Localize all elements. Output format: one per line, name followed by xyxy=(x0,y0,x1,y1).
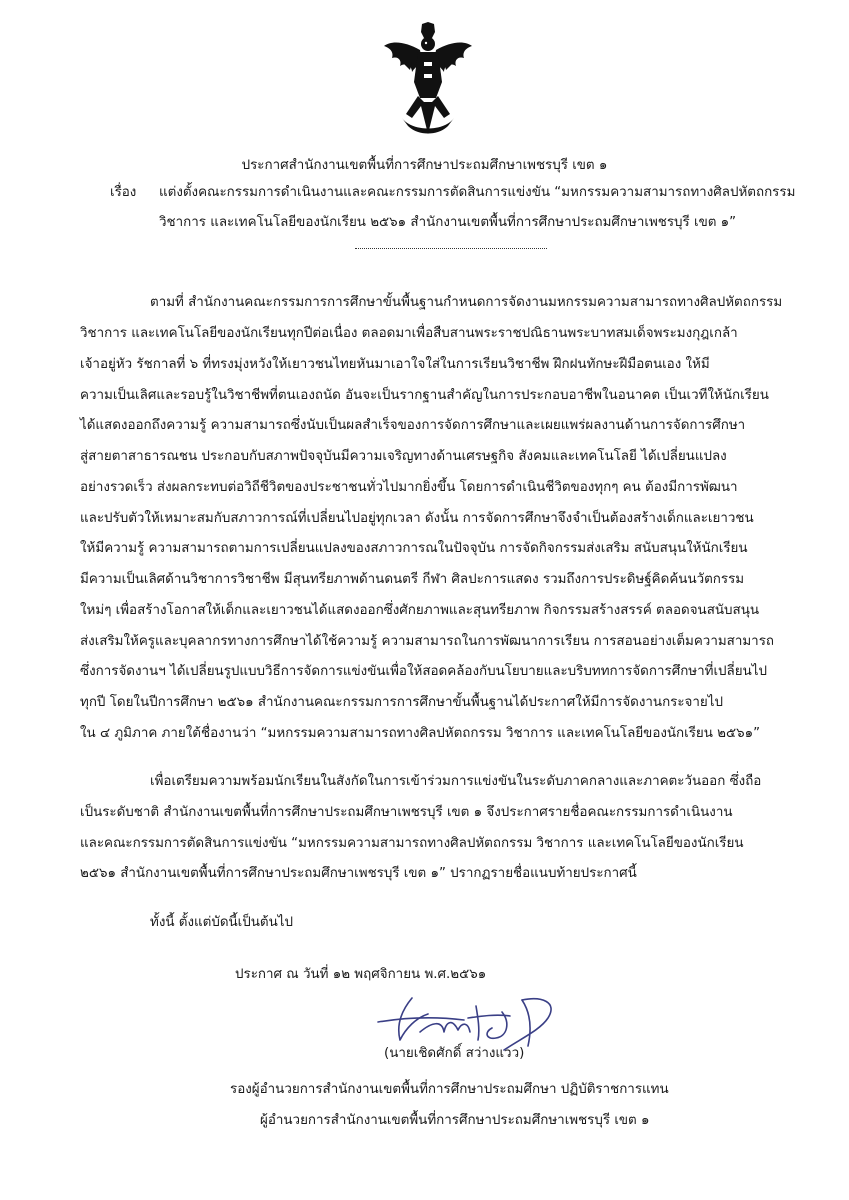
paragraph1-line: ความเป็นเลิศและรอบรู้ในวิชาชีพที่ตนเองถนัด อันจะเป็นรากฐานสำคัญในการประกอบอาชีพในอนาคต เป็นเวทีให้นักเรียน xyxy=(80,388,769,403)
signer-name: (นายเชิดศักดิ์ สว่างแวว) xyxy=(384,1046,525,1061)
effective-statement: ทั้งนี้ ตั้งแต่บัดนี้เป็นต้นไป xyxy=(150,915,294,930)
paragraph1-line: เจ้าอยู่หัว รัชกาลที่ ๖ ที่ทรงมุ่งหวังให้เยาวชนไทยหันมาเอาใจใส่ในการเรียนวิชาชีพ ฝึกฝนทักษะฝีมือตนเอง ให้มี xyxy=(80,357,710,372)
paragraph2-line: เพื่อเตรียมความพร้อมนักเรียนในสังกัดในการเข้าร่วมการแข่งขันในระดับภาคกลางและภาคตะวันออก ซึ่งถือ xyxy=(150,774,762,789)
signer-position-line-2: ผู้อำนวยการสำนักงานเขตพื้นที่การศึกษาประถมศึกษาเพชรบุรี เขต ๑ xyxy=(260,1113,650,1128)
paragraph1-line: ส่งเสริมให้ครูและบุคลากรทางการศึกษาได้ใช้ความรู้ ความสามารถในการพัฒนาการเรียน การสอนอย่างเต็มความสามารถ xyxy=(80,634,774,649)
paragraph1-line: และปรับตัวให้เหมาะสมกับสภาวการณ์ที่เปลี่ยนไปอยู่ทุกเวลา ดังนั้น การจัดการศึกษาจึงจำเป็นต้องสร้างเด็กและเยาวชน xyxy=(80,511,754,526)
paragraph1-line: ให้มีความรู้ ความสามารถตามการเปลี่ยนแปลงของสภาวการณในปัจจุบัน การจัดกิจกรรมส่งเสริม สนับสนุนให้นักเรียน xyxy=(80,541,748,556)
paragraph2-line: ๒๕๖๑ สำนักงานเขตพื้นที่การศึกษาประถมศึกษาเพชรบุรี เขต ๑” ปรากฏรายชื่อแนบท้ายประกาศนี้ xyxy=(80,866,637,881)
signer-position-line-1: รองผู้อำนวยการสำนักงานเขตพื้นที่การศึกษาประถมศึกษา ปฏิบัติราชการแทน xyxy=(230,1082,669,1097)
subject-label: เรื่อง xyxy=(110,185,137,200)
subject-line-1: แต่งตั้งคณะกรรมการดำเนินงานและคณะกรรมการตัดสินการแข่งขัน “มหกรรมความสามารถทางศิลปหัตถกรรม xyxy=(159,185,796,200)
paragraph1-line: ใหม่ๆ เพื่อสร้างโอกาสให้เด็กและเยาวชนได้แสดงออกซึ่งศักยภาพและสุนทรียภาพ กิจกรรมสร้างสรรค์ ตลอดจนสนับสนุน xyxy=(80,603,759,618)
announcement-date: ประกาศ ณ วันที่ ๑๒ พฤศจิกายน พ.ศ.๒๕๖๑ xyxy=(235,967,487,982)
paragraph1-line: ตามที่ สำนักงานคณะกรรมการการศึกษาขั้นพื้นฐานกำหนดการจัดงานมหกรรมความสามารถทางศิลปหัตถกรรม xyxy=(150,295,783,310)
paragraph1-line: วิชาการ และเทคโนโลยีของนักเรียนทุกปีต่อเนื่อง ตลอดมาเพื่อสืบสานพระราชปณิธานพระบาทสมเด็จพระมงกุฎเกล้า xyxy=(80,326,738,341)
separator-dotted-line xyxy=(355,248,547,249)
paragraph2-line: และคณะกรรมการตัดสินการแข่งขัน “มหกรรมความสามารถทางศิลปหัตถกรรม วิชาการ และเทคโนโลยีของนักเรียน xyxy=(80,836,744,851)
garuda-emblem-icon xyxy=(382,22,474,138)
subject-line-2: วิชาการ และเทคโนโลยีของนักเรียน ๒๕๖๑ สำนักงานเขตพื้นที่การศึกษาประถมศึกษาเพชรบุรี เขต ๑” xyxy=(159,215,737,230)
paragraph1-line: ใน ๔ ภูมิภาค ภายใต้ชื่องานว่า “มหกรรมความสามารถทางศิลปหัตถกรรม วิชาการ และเทคโนโลยีของนักเรียน ๒๕๖๑” xyxy=(80,726,761,741)
announcement-title: ประกาศสำนักงานเขตพื้นที่การศึกษาประถมศึกษาเพชรบุรี เขต ๑ xyxy=(241,158,608,173)
paragraph1-line: ได้แสดงออกถึงความรู้ ความสามารถซึ่งนับเป็นผลสำเร็จของการจัดการศึกษาและเผยแพร่ผลงานด้านการจัดการศึกษา xyxy=(80,418,746,433)
paragraph1-line: สู่สายตาสาธารณชน ประกอบกับสภาพปัจจุบันมีความเจริญทางด้านเศรษฐกิจ สังคมและเทคโนโลยี ได้เปลี่ยนแปลง xyxy=(80,449,727,464)
paragraph1-line: ซึ่งการจัดงานฯ ได้เปลี่ยนรูปแบบวิธีการจัดการแข่งขันเพื่อให้สอดคล้องกับนโยบายและบริบททการจัดการศึกษาที่เปลี่ยนไป xyxy=(80,664,767,679)
paragraph1-line: ทุกปี โดยในปีการศึกษา ๒๕๖๑ สำนักงานคณะกรรมการการศึกษาขั้นพื้นฐานได้ประกาศให้มีการจัดงานกระจายไป xyxy=(80,695,724,710)
paragraph1-line: มีความเป็นเลิศด้านวิชาการวิชาชีพ มีสุนทรียภาพด้านดนตรี กีฬา ศิลปะการแสดง รวมถึงการประดิษฐ์คิดค้นนวัตกรรม xyxy=(80,572,745,587)
paragraph1-line: อย่างรวดเร็ว ส่งผลกระทบต่อวิถีชีวิตของประชาชนทั่วไปมากยิ่งขึ้น โดยการดำเนินชีวิตของทุกๆ คน ต้องมีการพัฒนา xyxy=(80,480,738,495)
paragraph2-line: เป็นระดับชาติ สำนักงานเขตพื้นที่การศึกษาประถมศึกษาเพชรบุรี เขต ๑ จึงประกาศรายชื่อคณะกรรมการดำเนินงาน xyxy=(80,805,733,820)
